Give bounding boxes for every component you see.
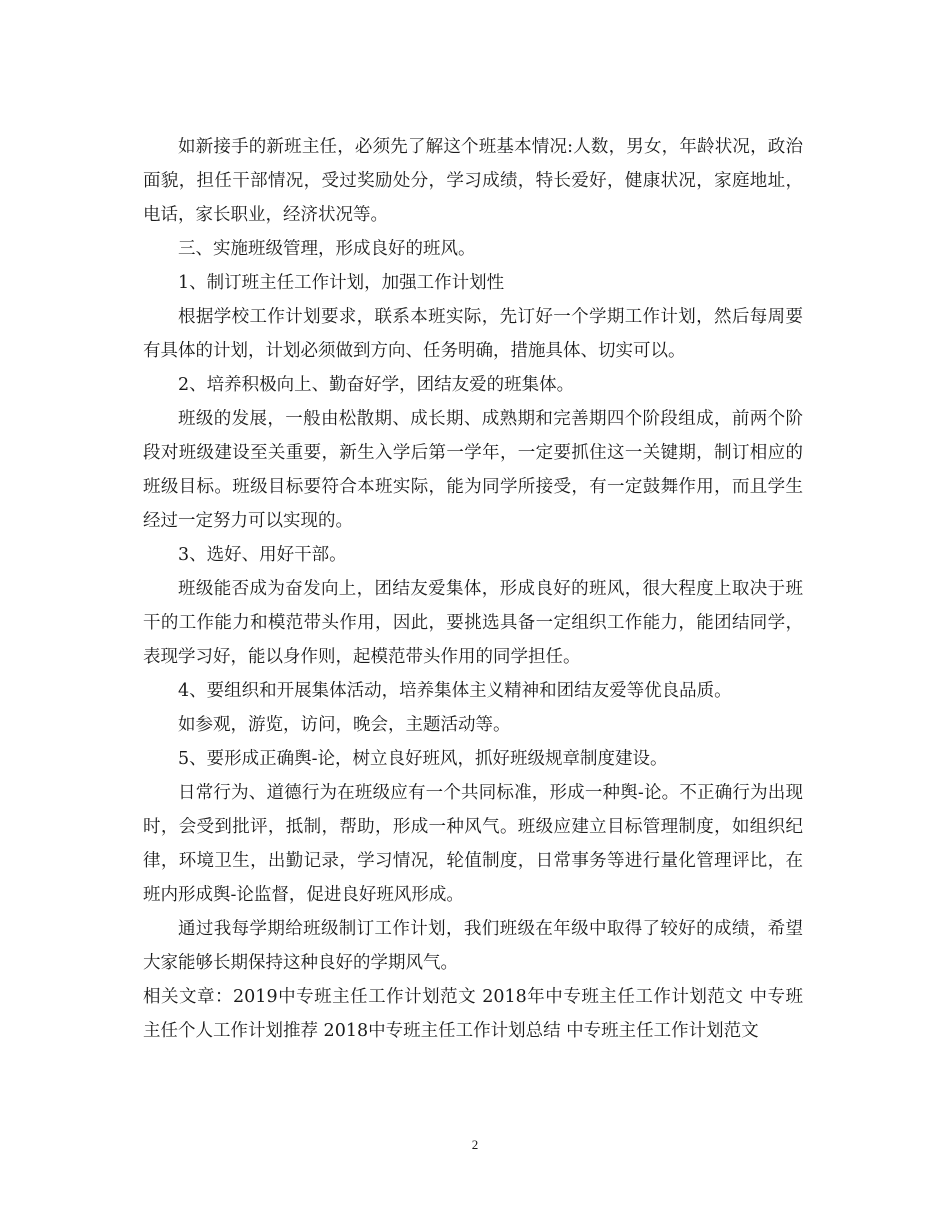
paragraph-conclusion: 通过我每学期给班级制订工作计划，我们班级在年级中取得了较好的成绩，希望大家能够长期保持这种良好的学期风气。: [143, 919, 803, 973]
document-body: [143, 130, 803, 1048]
paragraph-class-development: 班级的发展，一般由松散期、成长期、成熟期和完善期四个阶段组成，前两个阶段对班级建设至关重要，新生入学后第一学年，一定要抓住这一关键期，制订相应的班级目标。班级目标要符合本班实际，能为同学所接受，有一定鼓舞作用，而且学生经过一定努力可以实现的。: [143, 409, 803, 531]
paragraph-cadres: 班级能否成为奋发向上，团结友爱集体，形成良好的班风，很大程度上取决于班干的工作能力和模范带头作用，因此，要挑选具备一定组织工作能力，能团结同学，表现学习好，能以身作则，起模范带头作用的同学担任。: [143, 579, 803, 667]
section-heading-class-management: 三、实施班级管理，形成良好的班风。: [178, 239, 476, 259]
related-articles: 相关文章：2019中专班主任工作计划范文 2018年中专班主任工作计划范文 中专班主任个人工作计划推荐 2018中专班主任工作计划总结 中专班主任工作计划范文: [143, 987, 803, 1041]
item-heading-collective-activities: 4、要组织和开展集体活动，培养集体主义精神和团结友爱等优良品质。: [178, 681, 732, 701]
item-heading-class-collective: 2、培养积极向上、勤奋好学，团结友爱的班集体。: [178, 375, 575, 395]
paragraph-behavior-standards: 日常行为、道德行为在班级应有一个共同标准，形成一种舆-论。不正确行为出现时，会受到批评，抵制，帮助，形成一种风气。班级应建立目标管理制度，如组织纪律，环境卫生，出勤记录，学习情况，轮值制度，日常事务等进行量化管理评比，在班内形成舆-论监督，促进良好班风形成。: [143, 783, 803, 905]
paragraph-activities-examples: 如参观，游览，访问，晚会，主题活动等。: [178, 715, 511, 735]
paragraph-work-plan: 根据学校工作计划要求，联系本班实际，先订好一个学期工作计划，然后每周要有具体的计划，计划必须做到方向、任务明确，措施具体、切实可以。: [143, 307, 803, 361]
item-heading-public-opinion: 5、要形成正确舆-论，树立良好班风，抓好班级规章制度建设。: [178, 749, 668, 769]
item-heading-work-plan: 1、制订班主任工作计划，加强工作计划性: [178, 273, 505, 293]
page-number: 2: [471, 1137, 479, 1152]
item-heading-cadres: 3、选好、用好干部。: [178, 545, 347, 565]
paragraph-class-info: 如新接手的新班主任，必须先了解这个班基本情况:人数，男女，年龄状况，政治面貌，担任干部情况，受过奖励处分，学习成绩，特长爱好，健康状况，家庭地址，电话，家长职业，经济状况等。: [143, 137, 803, 225]
